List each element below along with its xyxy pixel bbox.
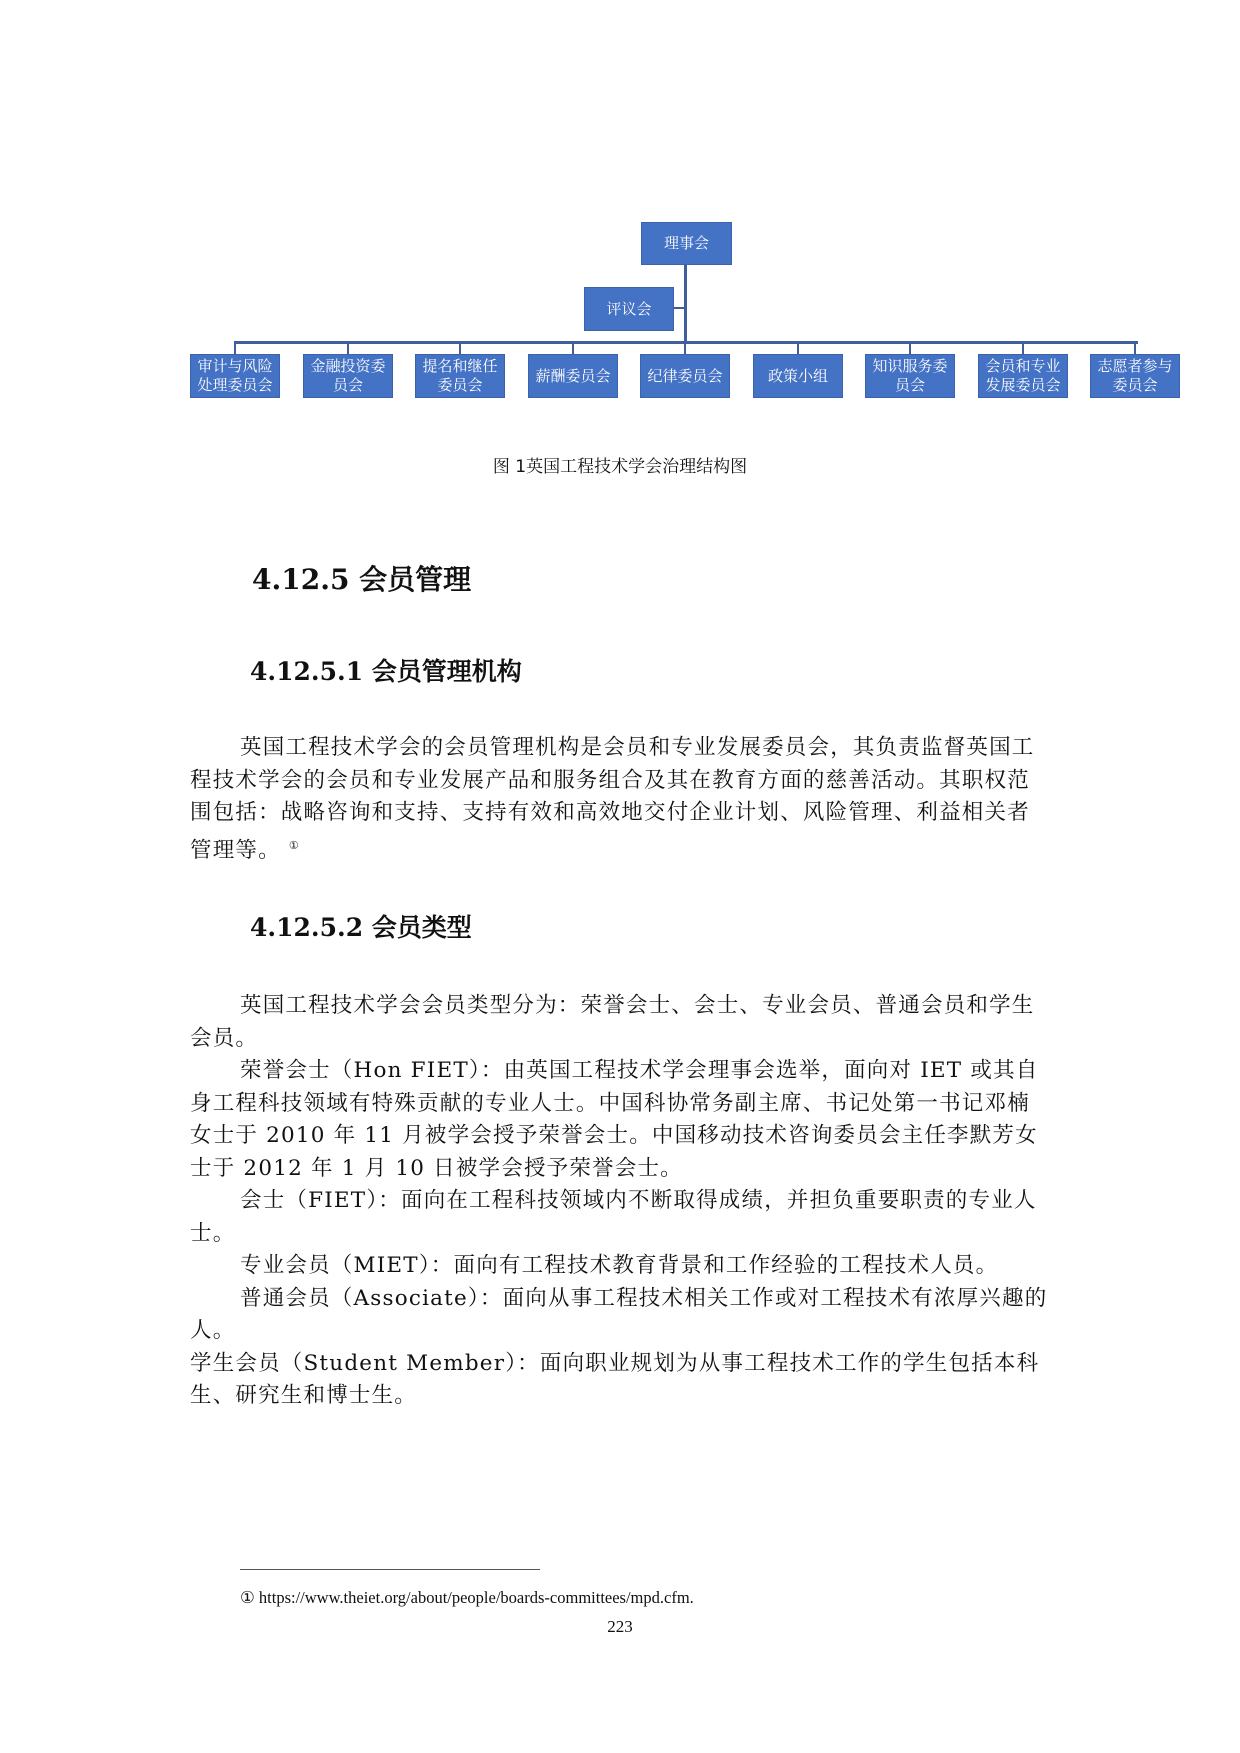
committee-box bbox=[865, 354, 955, 398]
committee-label: 会员和专业 bbox=[985, 357, 1061, 375]
footnote-divider bbox=[240, 1569, 540, 1570]
council-label: 评议会 bbox=[606, 299, 652, 318]
committee-label: 知识服务委 bbox=[872, 357, 948, 375]
member-type-associate: 普通会员（Associate）：面向从事工程技术相关工作或对工程技术有浓厚兴趣的人。 bbox=[190, 1285, 1048, 1343]
footnote[interactable]: ① https://www.theiet.org/about/people/boards-committees/mpd.cfm. bbox=[240, 1588, 694, 1607]
member-types-intro: 英国工程技术学会会员类型分为：荣誉会士、会士、专业会员、普通会员和学生会员。 bbox=[190, 993, 1035, 1051]
connector-drop bbox=[459, 343, 461, 354]
management-body-text: 英国工程技术学会的会员管理机构是会员和专业发展委员会，其负责监督英国工程技术学会的会员和专业发展产品和服务组合及其在教育方面的慈善活动。其职权范围包括：战略咨询和支持、支持有效和高效地交付企业计划、风险管理、利益相关者管理等。 bbox=[190, 735, 1035, 863]
subsection-heading-1: 4.12.5.1 会员管理机构 bbox=[250, 657, 522, 686]
org-chart bbox=[0, 0, 1240, 430]
subsection-heading-2: 4.12.5.2 会员类型 bbox=[250, 913, 472, 942]
connector-drop bbox=[572, 343, 574, 354]
connector-drop bbox=[234, 343, 236, 354]
committee-label: 员会 bbox=[894, 376, 925, 394]
committee-label: 政策小组 bbox=[767, 366, 828, 385]
connector-advisory bbox=[674, 307, 685, 309]
connector-drop bbox=[909, 343, 911, 354]
committee-box bbox=[1090, 354, 1180, 398]
connector-horizontal-bus bbox=[234, 341, 1138, 344]
committee-box bbox=[528, 354, 618, 398]
page-number: 223 bbox=[607, 1617, 633, 1636]
committee-box bbox=[190, 354, 280, 398]
connector-drop bbox=[1022, 343, 1024, 354]
connector-drop bbox=[684, 343, 686, 354]
board-of-trustees-box bbox=[641, 222, 732, 265]
committee-label: 发展委员会 bbox=[985, 376, 1061, 394]
connector-drop bbox=[347, 343, 349, 354]
paragraph-management-body bbox=[190, 732, 1050, 867]
connector-drop bbox=[797, 343, 799, 354]
member-type-hon-fiet: 荣誉会士（Hon FIET）：由英国工程技术学会理事会选举，面向对 IET 或其自身工程科技领域有特殊贡献的专业人士。中国科协常务副主席、书记处第一书记邓楠女士于 2010 年 11 月被学会授予荣誉会士。中国移动技术咨询委员会主任李默芳女士于 2012 年 1 月 10 日被学会授予荣誉会士。 bbox=[190, 1058, 1039, 1181]
committee-label: 员会 bbox=[332, 376, 363, 394]
committee-label: 委员会 bbox=[437, 376, 483, 394]
committee-box bbox=[415, 354, 505, 398]
committee-label: 志愿者参与 bbox=[1097, 357, 1173, 375]
committee-label: 金融投资委 bbox=[310, 357, 386, 375]
figure-caption: 图 1英国工程技术学会治理结构图 bbox=[492, 457, 748, 477]
connector-root-vertical bbox=[684, 265, 687, 343]
committee-label: 薪酬委员会 bbox=[535, 366, 611, 385]
committee-label: 纪律委员会 bbox=[647, 366, 723, 385]
member-type-fiet: 会士（FIET）：面向在工程科技领域内不断取得成绩，并担负重要职责的专业人士。 bbox=[190, 1188, 1037, 1246]
board-of-trustees-label: 理事会 bbox=[663, 234, 709, 252]
committee-box bbox=[303, 354, 393, 398]
member-types-text bbox=[190, 990, 1050, 1413]
section-heading: 4.12.5 会员管理 bbox=[252, 563, 472, 596]
member-type-student: 学生会员（Student Member）：面向职业规划为从事工程技术工作的学生包括本科生、研究生和博士生。 bbox=[190, 1350, 1040, 1408]
committee-label: 审计与风险 bbox=[197, 357, 273, 375]
committee-box bbox=[978, 354, 1068, 398]
committee-label: 提名和继任 bbox=[422, 357, 498, 375]
council-box bbox=[584, 287, 674, 331]
committee-box bbox=[753, 354, 843, 398]
member-type-miet: 专业会员（MIET）：面向有工程技术教育背景和工作经验的工程技术人员。 bbox=[240, 1253, 999, 1278]
connector-drop bbox=[1134, 343, 1136, 354]
committee-box bbox=[640, 354, 730, 398]
committee-label: 委员会 bbox=[1112, 376, 1158, 394]
footnote-reference[interactable]: ① bbox=[288, 838, 300, 852]
committee-label: 处理委员会 bbox=[197, 376, 273, 394]
